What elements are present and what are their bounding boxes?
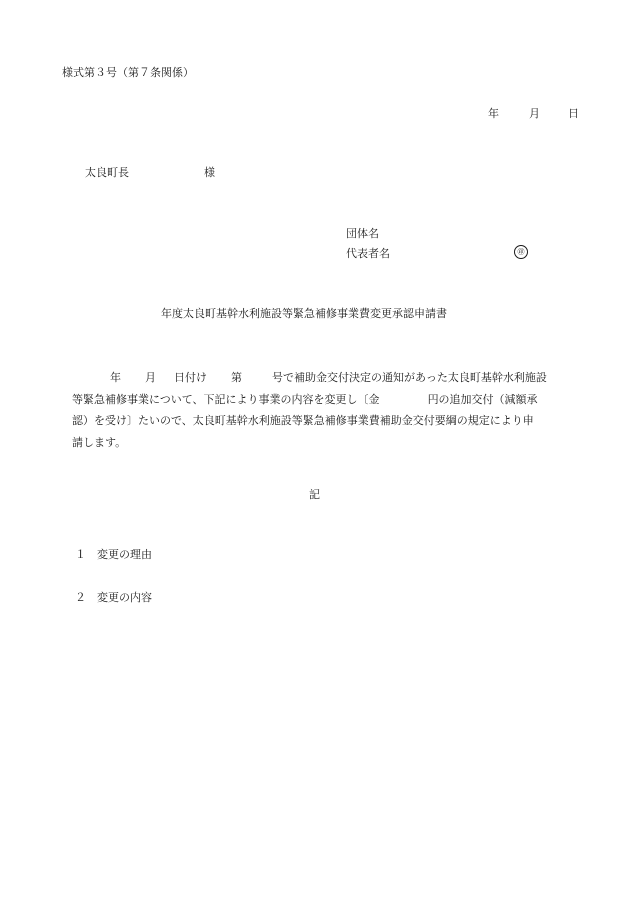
date-line bbox=[488, 107, 579, 120]
recipient-honorific: 様 bbox=[204, 166, 215, 179]
list-item bbox=[75, 591, 152, 604]
date-day-label: 日 bbox=[568, 107, 579, 120]
seal-icon: ㊞ bbox=[514, 245, 528, 259]
item-number: １ bbox=[75, 548, 86, 561]
note-marker: 記 bbox=[309, 488, 320, 501]
body-line-1: 年 月 日付け 第 号で補助金交付決定の通知があった太良町基幹水利施設 bbox=[110, 371, 547, 384]
item-number: ２ bbox=[75, 591, 86, 604]
recipient bbox=[85, 166, 215, 179]
recipient-title: 太良町長 bbox=[85, 166, 129, 179]
body-line-4: 請します。 bbox=[72, 435, 127, 449]
list-item bbox=[75, 548, 152, 561]
representative-name-label: 代表者名 bbox=[346, 247, 390, 260]
document-title: 年度太良町基幹水利施設等緊急補修事業費変更承認申請書 bbox=[161, 307, 447, 320]
body-line-2: 等緊急補修事業について、下記により事業の内容を変更し〔金 円の追加交付（減額承 bbox=[72, 392, 538, 406]
form-number: 様式第３号（第７条関係） bbox=[62, 66, 194, 79]
item-label: 変更の理由 bbox=[97, 548, 152, 561]
date-year-label: 年 bbox=[488, 107, 499, 120]
org-name-label: 団体名 bbox=[346, 227, 379, 240]
body-line-3: 認）を受け〕たいので、太良町基幹水利施設等緊急補修事業費補助金交付要綱の規定により申 bbox=[72, 414, 534, 427]
body-paragraph bbox=[72, 367, 584, 453]
item-label: 変更の内容 bbox=[97, 591, 152, 604]
date-month-label: 月 bbox=[529, 107, 540, 120]
